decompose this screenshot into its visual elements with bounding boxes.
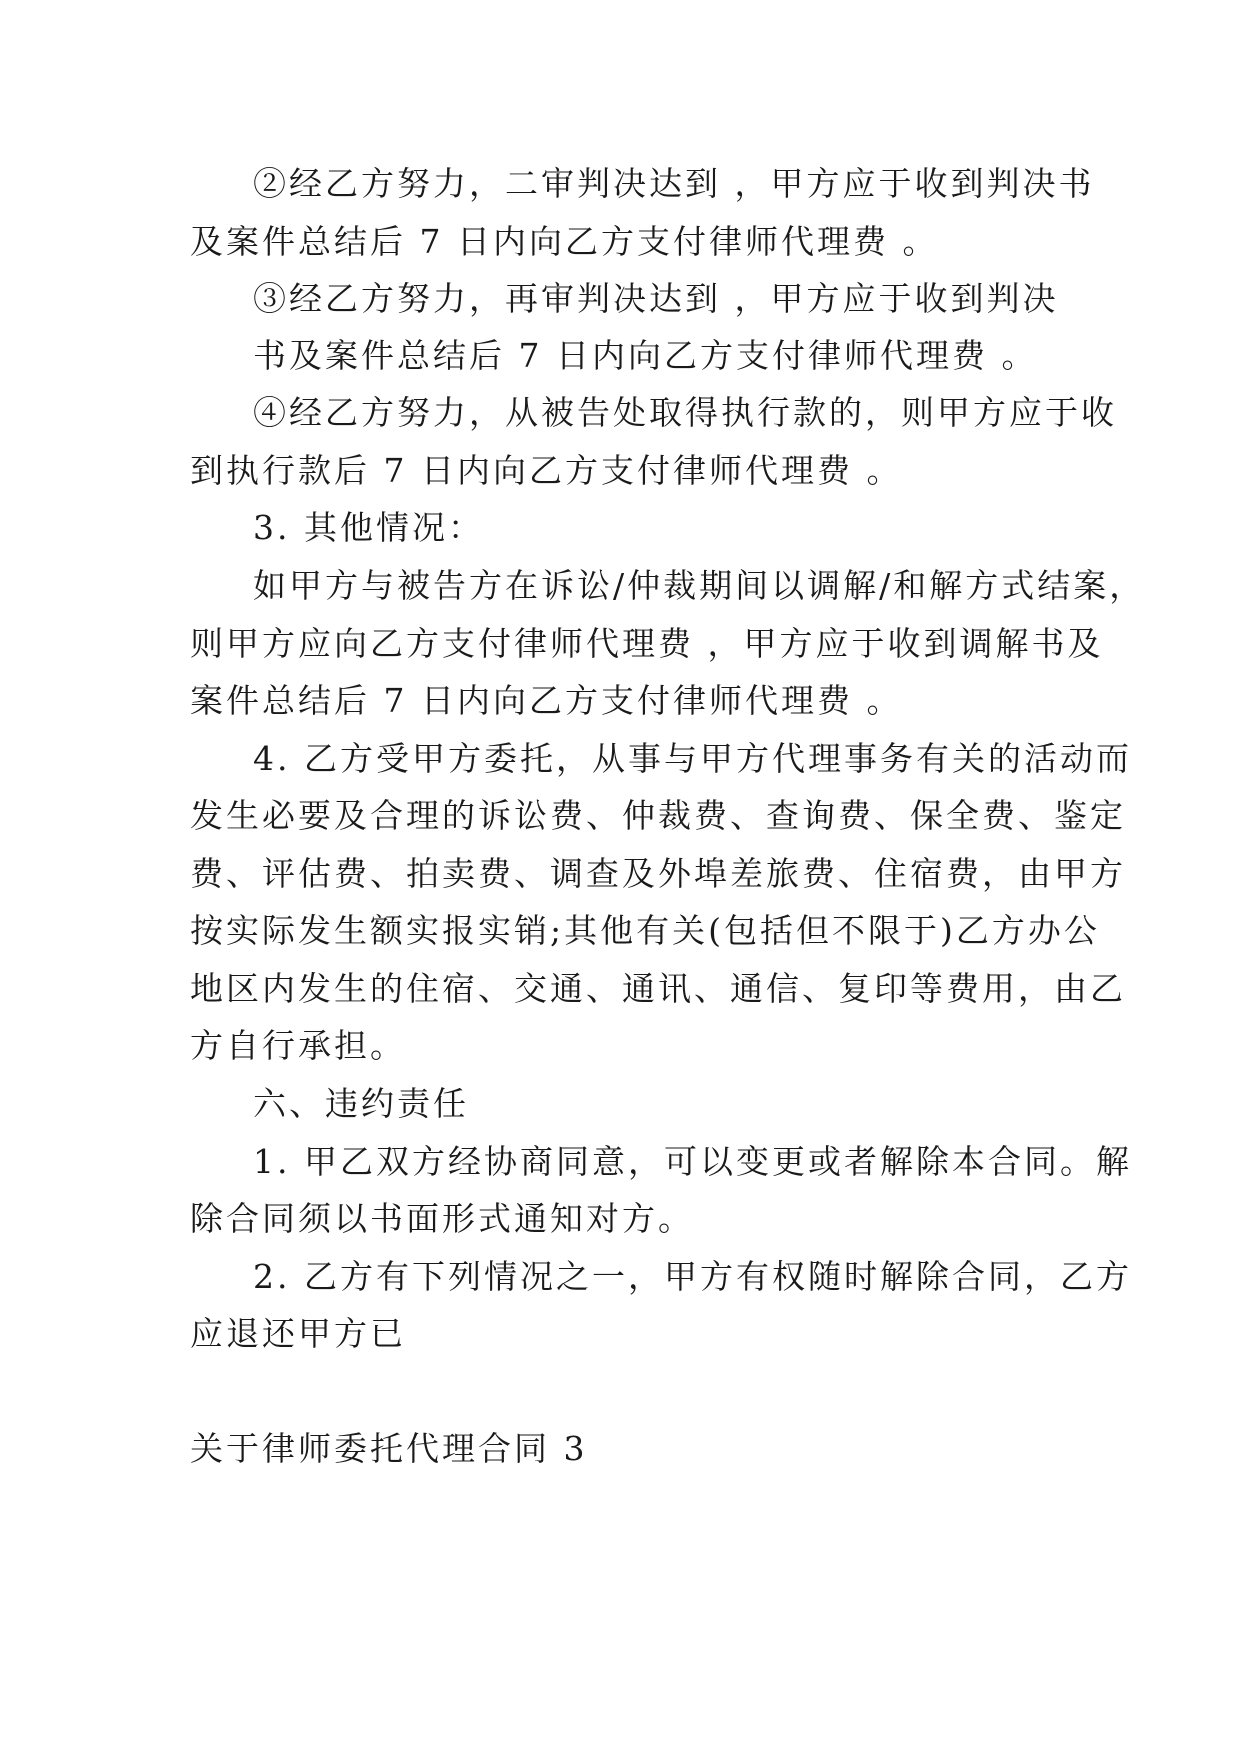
paragraph-line: ②经乙方努力，二审判决达到 ，甲方应于收到判决书 — [253, 164, 1095, 203]
section-heading: 六、违约责任 — [253, 1084, 469, 1123]
paragraph-line: 则甲方应向乙方支付律师代理费 ，甲方应于收到调解书及 — [190, 624, 1104, 663]
paragraph-line: 如甲方与被告方在诉讼/仲裁期间以调解/和解方式结案， — [253, 566, 1146, 605]
paragraph-line: 发生必要及合理的诉讼费、仲裁费、查询费、保全费、鉴定 — [190, 796, 1126, 835]
section-title: 关于律师委托代理合同 3 — [190, 1429, 588, 1468]
paragraph-line: 3. 其他情况： — [253, 508, 484, 547]
paragraph-line: 及案件总结后 7 日内向乙方支付律师代理费 。 — [190, 222, 939, 261]
paragraph-line: 应退还甲方已 — [190, 1314, 406, 1353]
paragraph-line: ④经乙方努力，从被告处取得执行款的，则甲方应于收 — [253, 393, 1117, 432]
paragraph-line: 方自行承担。 — [190, 1026, 406, 1065]
paragraph-line: 2. 乙方有下列情况之一，甲方有权随时解除合同，乙方 — [253, 1257, 1132, 1296]
paragraph-line: 按实际发生额实报实销;其他有关(包括但不限于)乙方办公 — [190, 911, 1100, 950]
paragraph-line: 4. 乙方受甲方委托，从事与甲方代理事务有关的活动而 — [253, 739, 1132, 778]
paragraph-line: 费、评估费、拍卖费、调查及外埠差旅费、住宿费，由甲方 — [190, 854, 1126, 893]
paragraph-line: 1. 甲乙双方经协商同意，可以变更或者解除本合同。解 — [253, 1142, 1132, 1181]
paragraph-line: 到执行款后 7 日内向乙方支付律师代理费 。 — [190, 451, 903, 490]
paragraph-line: 书及案件总结后 7 日内向乙方支付律师代理费 。 — [253, 336, 1038, 375]
paragraph-line: 地区内发生的住宿、交通、通讯、通信、复印等费用，由乙 — [190, 969, 1126, 1008]
paragraph-line: ③经乙方努力，再审判决达到 ，甲方应于收到判决 — [253, 279, 1059, 318]
paragraph-line: 除合同须以书面形式通知对方。 — [190, 1199, 694, 1238]
paragraph-line: 案件总结后 7 日内向乙方支付律师代理费 。 — [190, 681, 903, 720]
